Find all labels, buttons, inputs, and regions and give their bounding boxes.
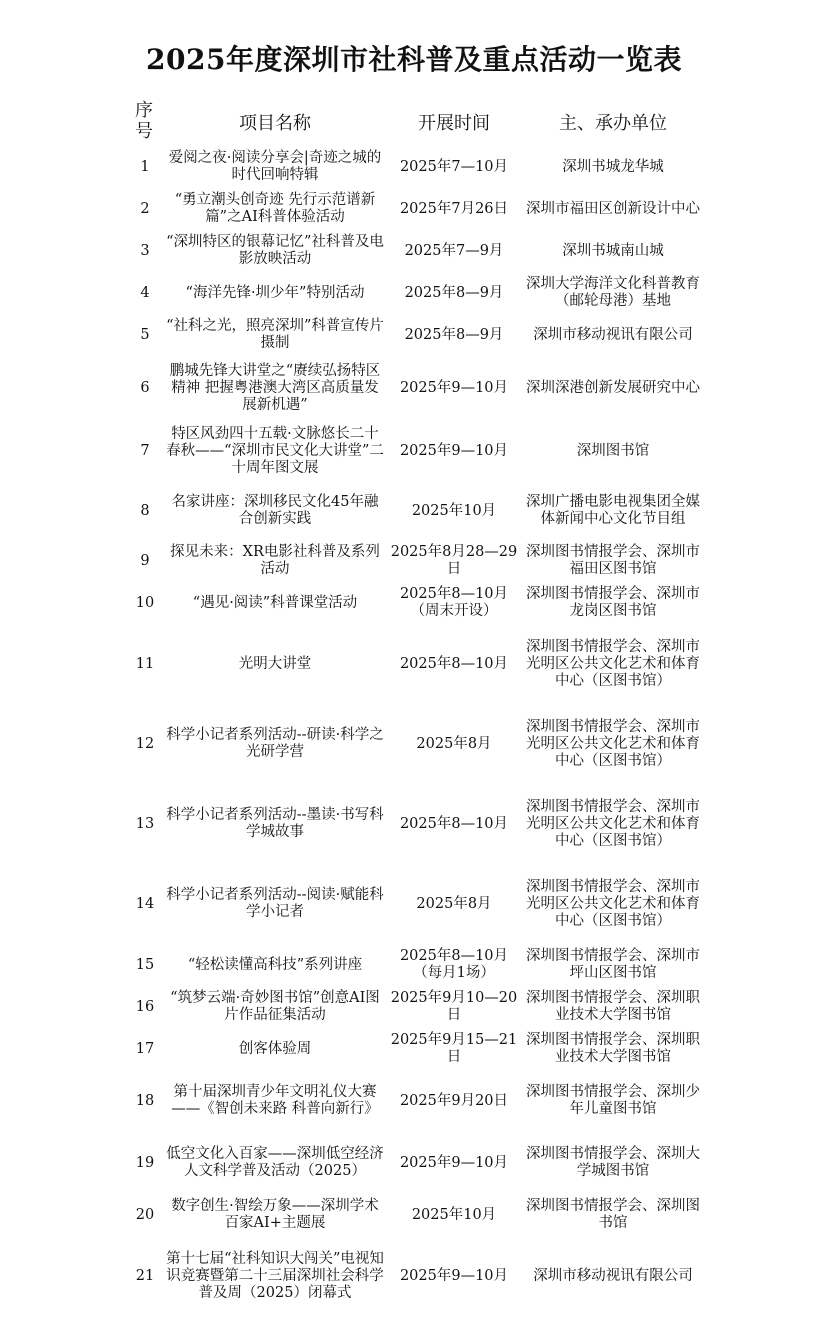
organizer: 深圳图书情报学会、深圳职业技术大学图书馆 [526, 990, 700, 1023]
table-row [0, 146, 828, 188]
row-number: 10 [135, 594, 155, 611]
row-number: 9 [140, 552, 150, 569]
table-row [0, 784, 828, 864]
row-number: 7 [140, 442, 150, 459]
organizer: 深圳图书情报学会、深圳市光明区公共文化艺术和体育中心（区图书馆） [526, 878, 700, 929]
organizer: 深圳图书情报学会、深圳市光明区公共文化艺术和体育中心（区图书馆） [526, 638, 700, 689]
row-number: 6 [140, 379, 150, 396]
row-number: 4 [140, 284, 150, 301]
project-name: 探见未来：XR电影社科普及系列活动 [170, 544, 380, 577]
organizer: 深圳图书情报学会、深圳市龙岗区图书馆 [526, 586, 700, 619]
table-row [0, 1028, 828, 1070]
row-number: 21 [135, 1267, 155, 1284]
organizer: 深圳图书情报学会、深圳市坪山区图书馆 [526, 948, 700, 981]
organizer: 深圳图书情报学会、深圳少年儿童图书馆 [526, 1084, 700, 1117]
project-name: 科学小记者系列活动--墨读·书写科学城故事 [166, 807, 384, 840]
table-row [0, 704, 828, 784]
date-range: 2025年9月10—20日 [390, 990, 518, 1023]
organizer: 深圳图书情报学会、深圳市光明区公共文化艺术和体育中心（区图书馆） [526, 798, 700, 849]
organizer: 深圳书城龙华城 [562, 158, 664, 175]
organizer: 深圳图书情报学会、深圳图书馆 [526, 1198, 700, 1231]
organizer: 深圳图书情报学会、深圳大学城图书馆 [526, 1146, 700, 1179]
date-range: 2025年9—10月 [399, 442, 509, 459]
project-name: 创客体验周 [238, 1040, 312, 1057]
organizer: 深圳图书情报学会、深圳市光明区公共文化艺术和体育中心（区图书馆） [526, 718, 700, 769]
table-row [0, 540, 828, 582]
organizer: 深圳图书情报学会、深圳市福田区图书馆 [526, 544, 700, 577]
table-row [0, 188, 828, 230]
row-number: 11 [135, 655, 155, 672]
project-name: “深圳特区的银幕记忆”社科普及电影放映活动 [166, 234, 384, 267]
table-row [0, 272, 828, 314]
project-name: 名家讲座：深圳移民文化45年融合创新实践 [171, 494, 379, 527]
project-name: 光明大讲堂 [238, 655, 312, 672]
row-number: 13 [135, 815, 155, 832]
row-number: 5 [140, 326, 150, 343]
row-number: 14 [135, 895, 155, 912]
organizer: 深圳市福田区创新设计中心 [526, 200, 700, 217]
project-name: “海洋先锋·圳少年”特别活动 [185, 284, 365, 301]
project-name: 第十届深圳青少年文明礼仪大赛——《智创未来路 科普向新行》 [171, 1084, 379, 1117]
project-name: “勇立潮头创奇迹 先行示范谱新篇”之AI科普体验活动 [174, 192, 376, 225]
project-name: 科学小记者系列活动--阅读·赋能科学小记者 [166, 887, 384, 920]
organizer: 深圳图书馆 [576, 442, 650, 459]
date-range: 2025年10月 [411, 502, 497, 519]
row-number: 20 [135, 1206, 155, 1223]
table-row [0, 864, 828, 944]
organizer: 深圳市移动视讯有限公司 [533, 326, 693, 343]
project-name: “筑梦云端·奇妙图书馆”创意AI图片作品征集活动 [170, 990, 380, 1023]
date-range: 2025年8—10月 [399, 655, 509, 672]
table-row [0, 944, 828, 986]
date-range: 2025年7月26日 [399, 200, 509, 217]
row-number: 1 [140, 158, 150, 175]
table-row [0, 624, 828, 704]
date-range: 2025年9月15—21日 [390, 1032, 518, 1065]
project-name: 低空文化入百家——深圳低空经济人文科学普及活动（2025） [166, 1146, 384, 1179]
row-number: 17 [135, 1040, 155, 1057]
row-number: 3 [140, 242, 150, 259]
date-range: 2025年9—10月 [399, 1154, 509, 1171]
organizer: 深圳深港创新发展研究中心 [526, 379, 700, 396]
project-name: “遇见·阅读”科普课堂活动 [192, 594, 358, 611]
table-row [0, 1194, 828, 1236]
organizer: 深圳书城南山城 [562, 242, 664, 259]
header-org: 主、承办单位 [559, 113, 667, 134]
table-row [0, 356, 828, 420]
organizer: 深圳图书情报学会、深圳职业技术大学图书馆 [526, 1032, 700, 1065]
date-range: 2025年8—9月 [404, 326, 504, 343]
page-title: 2025年度深圳市社科普及重点活动一览表 [146, 43, 682, 76]
project-name: 鹏城先锋大讲堂之“赓续弘扬特区精神 把握粤港澳大湾区高质量发展新机遇” [169, 362, 381, 413]
table-row [0, 1132, 828, 1194]
project-name: “社科之光，照亮深圳”科普宣传片摄制 [166, 318, 384, 351]
organizer: 深圳大学海洋文化科普教育（邮轮母港）基地 [526, 276, 700, 309]
date-range: 2025年8月 [416, 735, 492, 752]
project-name: 爱阅之夜·阅读分享会|奇迹之城的时代回响特辑 [168, 150, 382, 183]
header-no: 序号 [135, 100, 153, 142]
date-range: 2025年8—10月 [399, 815, 509, 832]
table-row [0, 482, 828, 540]
table-row [0, 420, 828, 482]
row-number: 18 [135, 1092, 155, 1109]
date-range: 2025年8—10月（每月1场） [399, 948, 509, 981]
header-time: 开展时间 [418, 113, 490, 134]
table-row [0, 230, 828, 272]
row-number: 19 [135, 1154, 155, 1171]
date-range: 2025年9—10月 [399, 1267, 509, 1284]
project-name: “轻松读懂高科技”系列讲座 [187, 956, 363, 973]
table-row [0, 314, 828, 356]
table-row [0, 1236, 828, 1316]
project-name: 特区风劲四十五载·文脉悠长二十春秋——“深圳市民文化大讲堂”二十周年图文展 [166, 425, 384, 476]
date-range: 2025年9—10月 [399, 379, 509, 396]
table-row [0, 986, 828, 1028]
project-name: 数字创生·智绘万象——深圳学术百家AI+主题展 [171, 1198, 379, 1231]
organizer: 深圳市移动视讯有限公司 [533, 1267, 693, 1284]
date-range: 2025年9月20日 [399, 1092, 509, 1109]
row-number: 16 [135, 998, 155, 1015]
organizer: 深圳广播电影电视集团全媒体新闻中心文化节目组 [526, 494, 700, 527]
project-name: 科学小记者系列活动--研读·科学之光研学营 [166, 727, 384, 760]
date-range: 2025年7—9月 [404, 242, 504, 259]
project-name: 第十七届“社科知识大闯关”电视知识竞赛暨第二十三届深圳社会科学普及周（2025）闭幕式 [166, 1250, 384, 1301]
date-range: 2025年8—10月（周末开设） [399, 586, 509, 619]
date-range: 2025年10月 [411, 1206, 497, 1223]
row-number: 8 [140, 502, 150, 519]
date-range: 2025年8月 [416, 895, 492, 912]
table-row [0, 1070, 828, 1132]
date-range: 2025年7—10月 [399, 158, 509, 175]
date-range: 2025年8月28—29日 [390, 544, 518, 577]
date-range: 2025年8—9月 [404, 284, 504, 301]
table-row [0, 582, 828, 624]
row-number: 2 [140, 200, 150, 217]
header-name: 项目名称 [239, 113, 311, 134]
row-number: 12 [135, 735, 155, 752]
row-number: 15 [135, 956, 155, 973]
